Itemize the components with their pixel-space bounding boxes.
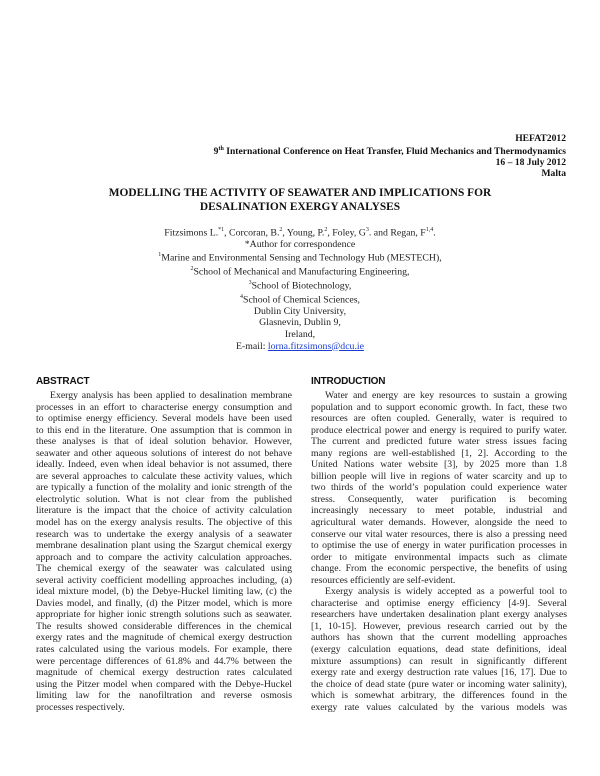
- conference-location: Malta: [541, 168, 566, 180]
- text-line: researchers have undertaken desalination plant exergy analyses: [311, 609, 567, 621]
- text-line: research was to undertake the exergy analysis of a seawater: [36, 528, 292, 540]
- text-line: the choice of dead state (pure water or incoming water salinity),: [311, 678, 567, 690]
- affiliation-mark: 3: [248, 280, 252, 287]
- text-line: The chemical exergy of the seawater was calculated using: [36, 563, 292, 575]
- text-line: characterise and optimise energy efficiency [4-9]. Several: [311, 597, 567, 609]
- text-line: The current and predicted future water stress issues facing: [311, 436, 567, 448]
- text-line: seawater and other aqueous solutions of interest do not behave: [36, 447, 292, 459]
- introduction-heading: INTRODUCTION: [311, 376, 386, 387]
- affiliation-mark: 4: [240, 294, 243, 301]
- text-line: authors has shown that the current modelling approaches: [311, 632, 567, 644]
- text-line: The results showed considerable differences in the chemical: [36, 620, 292, 632]
- text-line: using the Pitzer model when compared with the Debye-Huckel: [36, 678, 292, 690]
- author-name: , Young, P.: [282, 227, 325, 239]
- text-line: Exergy analysis is widely accepted as a powerful tool to: [325, 586, 567, 598]
- affiliation-mark: 1: [158, 252, 162, 259]
- text-line: exergy rate and exergy destruction rate values [16, 17]. Due to: [311, 667, 567, 679]
- author-affiliation-mark: 2: [324, 227, 328, 233]
- text-line: to this end in the literature. One assumption that is common in: [36, 424, 292, 436]
- text-line: stress. Consequently, water purification is becoming: [311, 493, 567, 505]
- email-link[interactable]: lorna.fitzsimons@dcu.ie: [267, 340, 364, 352]
- correspondence-note: *Author for correspondence: [244, 238, 356, 250]
- conference-dates: 16 – 18 July 2012: [495, 157, 566, 169]
- conference-header: [214, 133, 566, 179]
- title-line: MODELLING THE ACTIVITY OF SEAWATER AND IMPLICATIONS FOR: [108, 187, 492, 199]
- author-affiliation-mark: 1,4: [425, 227, 434, 233]
- text-line: produce electrical power and energy is required to purify water.: [311, 424, 567, 436]
- text-line: Water and energy are key resources to sustain a growing: [325, 390, 567, 401]
- affiliation-line: [0, 317, 600, 329]
- text-line: resources efficiently are self-evident.: [311, 574, 456, 586]
- text-line: several activity coefficient modelling approaches including, (a): [36, 574, 292, 586]
- affiliation-text: Dublin City University,: [253, 305, 347, 317]
- text-line: appropriate for higher ionic strength solutions such as seawater.: [36, 609, 292, 621]
- text-line: United Nations water website [3], by 2025 more than 1.8: [311, 459, 567, 471]
- affiliation-line: [0, 264, 600, 278]
- text-line: mixture assumptions) can result in significantly different: [311, 655, 567, 667]
- text-line: exergy rate values calculated by the various models was: [311, 701, 567, 713]
- affiliation-text: School of Biotechnology,: [251, 280, 352, 292]
- text-line: are several approaches to calculate these activity values, which: [36, 470, 292, 482]
- author-name: , Corcoran, B.: [224, 227, 280, 239]
- affiliation-line: [0, 250, 600, 264]
- conference-name: 9th International Conference on Heat Transfer, Fluid Mechanics and Thermodynamics: [213, 146, 566, 158]
- affiliation-text: School of Chemical Sciences,: [243, 294, 360, 306]
- text-line: many regions are well-established [1, 2]. According to the: [311, 447, 567, 459]
- author-name: .: [433, 227, 436, 239]
- text-line: these analyses is that of ideal solution behavior. However,: [36, 436, 292, 448]
- author-names: [0, 225, 600, 239]
- text-line: change. From the economic perspective, the benefits of using: [311, 563, 567, 575]
- author-name: , Foley, G: [327, 227, 366, 239]
- affiliation-text: School of Mechanical and Manufacturing Engineering,: [193, 266, 410, 278]
- introduction-body: [311, 390, 567, 713]
- text-line: approach and to compare the activity calculation approaches.: [36, 551, 292, 563]
- text-line: Davies model, and finally, (d) the Pitzer model, which is more: [36, 597, 292, 609]
- text-line: literature is the impact that the choice of activity calculation: [36, 505, 292, 517]
- affiliation-text: Marine and Environmental Sensing and Technology Hub (MESTECH),: [161, 252, 442, 264]
- text-line: population and to support economic growth. In fact, these two: [311, 401, 567, 413]
- text-line: conserve our vital water resources, there is also a pressing need: [311, 528, 567, 540]
- text-line: which is somewhat arbitrary, the differences found in the: [311, 690, 567, 702]
- text-line: [1, 10-15]. However, previous research carried out by the: [311, 620, 567, 632]
- author-affiliation-mark: *1: [218, 227, 225, 233]
- text-line: to optimise energy efficiency. Several models have been used: [36, 413, 292, 425]
- affiliation-text: Glasnevin, Dublin 9,: [259, 317, 341, 329]
- text-line: were percentage differences of 61.8% and 44.7% between the: [36, 655, 292, 667]
- text-line: resources are often coupled. Generally, water is required to: [311, 413, 567, 425]
- text-line: membrane desalination plant using the Szargut chemical exergy: [36, 540, 292, 552]
- title-line: DESALINATION EXERGY ANALYSES: [199, 201, 401, 213]
- text-line: limiting law for the nanofiltration and reverse osmosis: [36, 690, 292, 702]
- text-line: Exergy analysis has been applied to desalination membrane: [50, 390, 292, 401]
- text-line: (exergy calculation equations, dead state definitions, ideal: [311, 644, 567, 656]
- author-affiliation-mark: 2: [279, 227, 283, 233]
- paper-title: [0, 186, 600, 214]
- text-line: agricultural water demands. However, alongside the need to: [311, 517, 567, 529]
- affiliations: [0, 250, 600, 340]
- author-name: Fitzsimons L.: [164, 227, 219, 239]
- text-line: ideally. Indeed, even when ideal behavior is not assumed, there: [36, 459, 292, 471]
- text-line: to optimise the use of energy in water purification processes in: [311, 540, 567, 552]
- affiliation-mark: 2: [190, 266, 194, 273]
- affiliation-line: [0, 306, 600, 318]
- text-line: billion people will live in regions of water scarcity and up to: [311, 470, 567, 482]
- text-line: rates calculated using the various models. For example, there: [36, 644, 292, 656]
- email-label: E-mail:: [236, 340, 268, 352]
- email-line: [0, 341, 600, 353]
- text-line: model has on the exergy analysis results. The objective of this: [36, 517, 292, 529]
- affiliation-line: [0, 278, 600, 292]
- text-line: processes respectively.: [36, 701, 125, 713]
- affiliation-line: [0, 292, 600, 306]
- text-line: two thirds of the world’s population could experience water: [311, 482, 567, 494]
- text-line: exergy rates and the magnitude of chemical exergy destruction: [36, 632, 292, 644]
- abstract-section: [36, 376, 292, 713]
- text-line: order to mitigate environmental impacts such as climate: [311, 551, 567, 563]
- text-line: ideal mixture model, (b) the Debye-Huckel limiting law, (c) the: [36, 586, 292, 598]
- event-name: HEFAT2012: [515, 133, 566, 144]
- affiliation-text: Ireland,: [284, 329, 316, 341]
- abstract-heading: ABSTRACT: [36, 376, 90, 387]
- introduction-section: [311, 376, 567, 713]
- author-affiliation-mark: 3: [365, 227, 369, 233]
- text-line: are typically a function of the molality and ionic strength of the: [36, 482, 292, 494]
- text-line: electrolytic solution. What is not clear from the published: [36, 493, 292, 505]
- affiliation-line: [0, 329, 600, 341]
- text-line: magnitude of chemical exergy destruction rates calculated: [36, 667, 292, 679]
- author-block: [0, 225, 600, 352]
- author-name: . and Regan, F: [368, 227, 426, 239]
- text-line: processes in an effort to characterise energy consumption and: [36, 401, 292, 413]
- text-line: increasingly necessary to meet potable, industrial and: [311, 505, 567, 517]
- abstract-body: [36, 390, 292, 713]
